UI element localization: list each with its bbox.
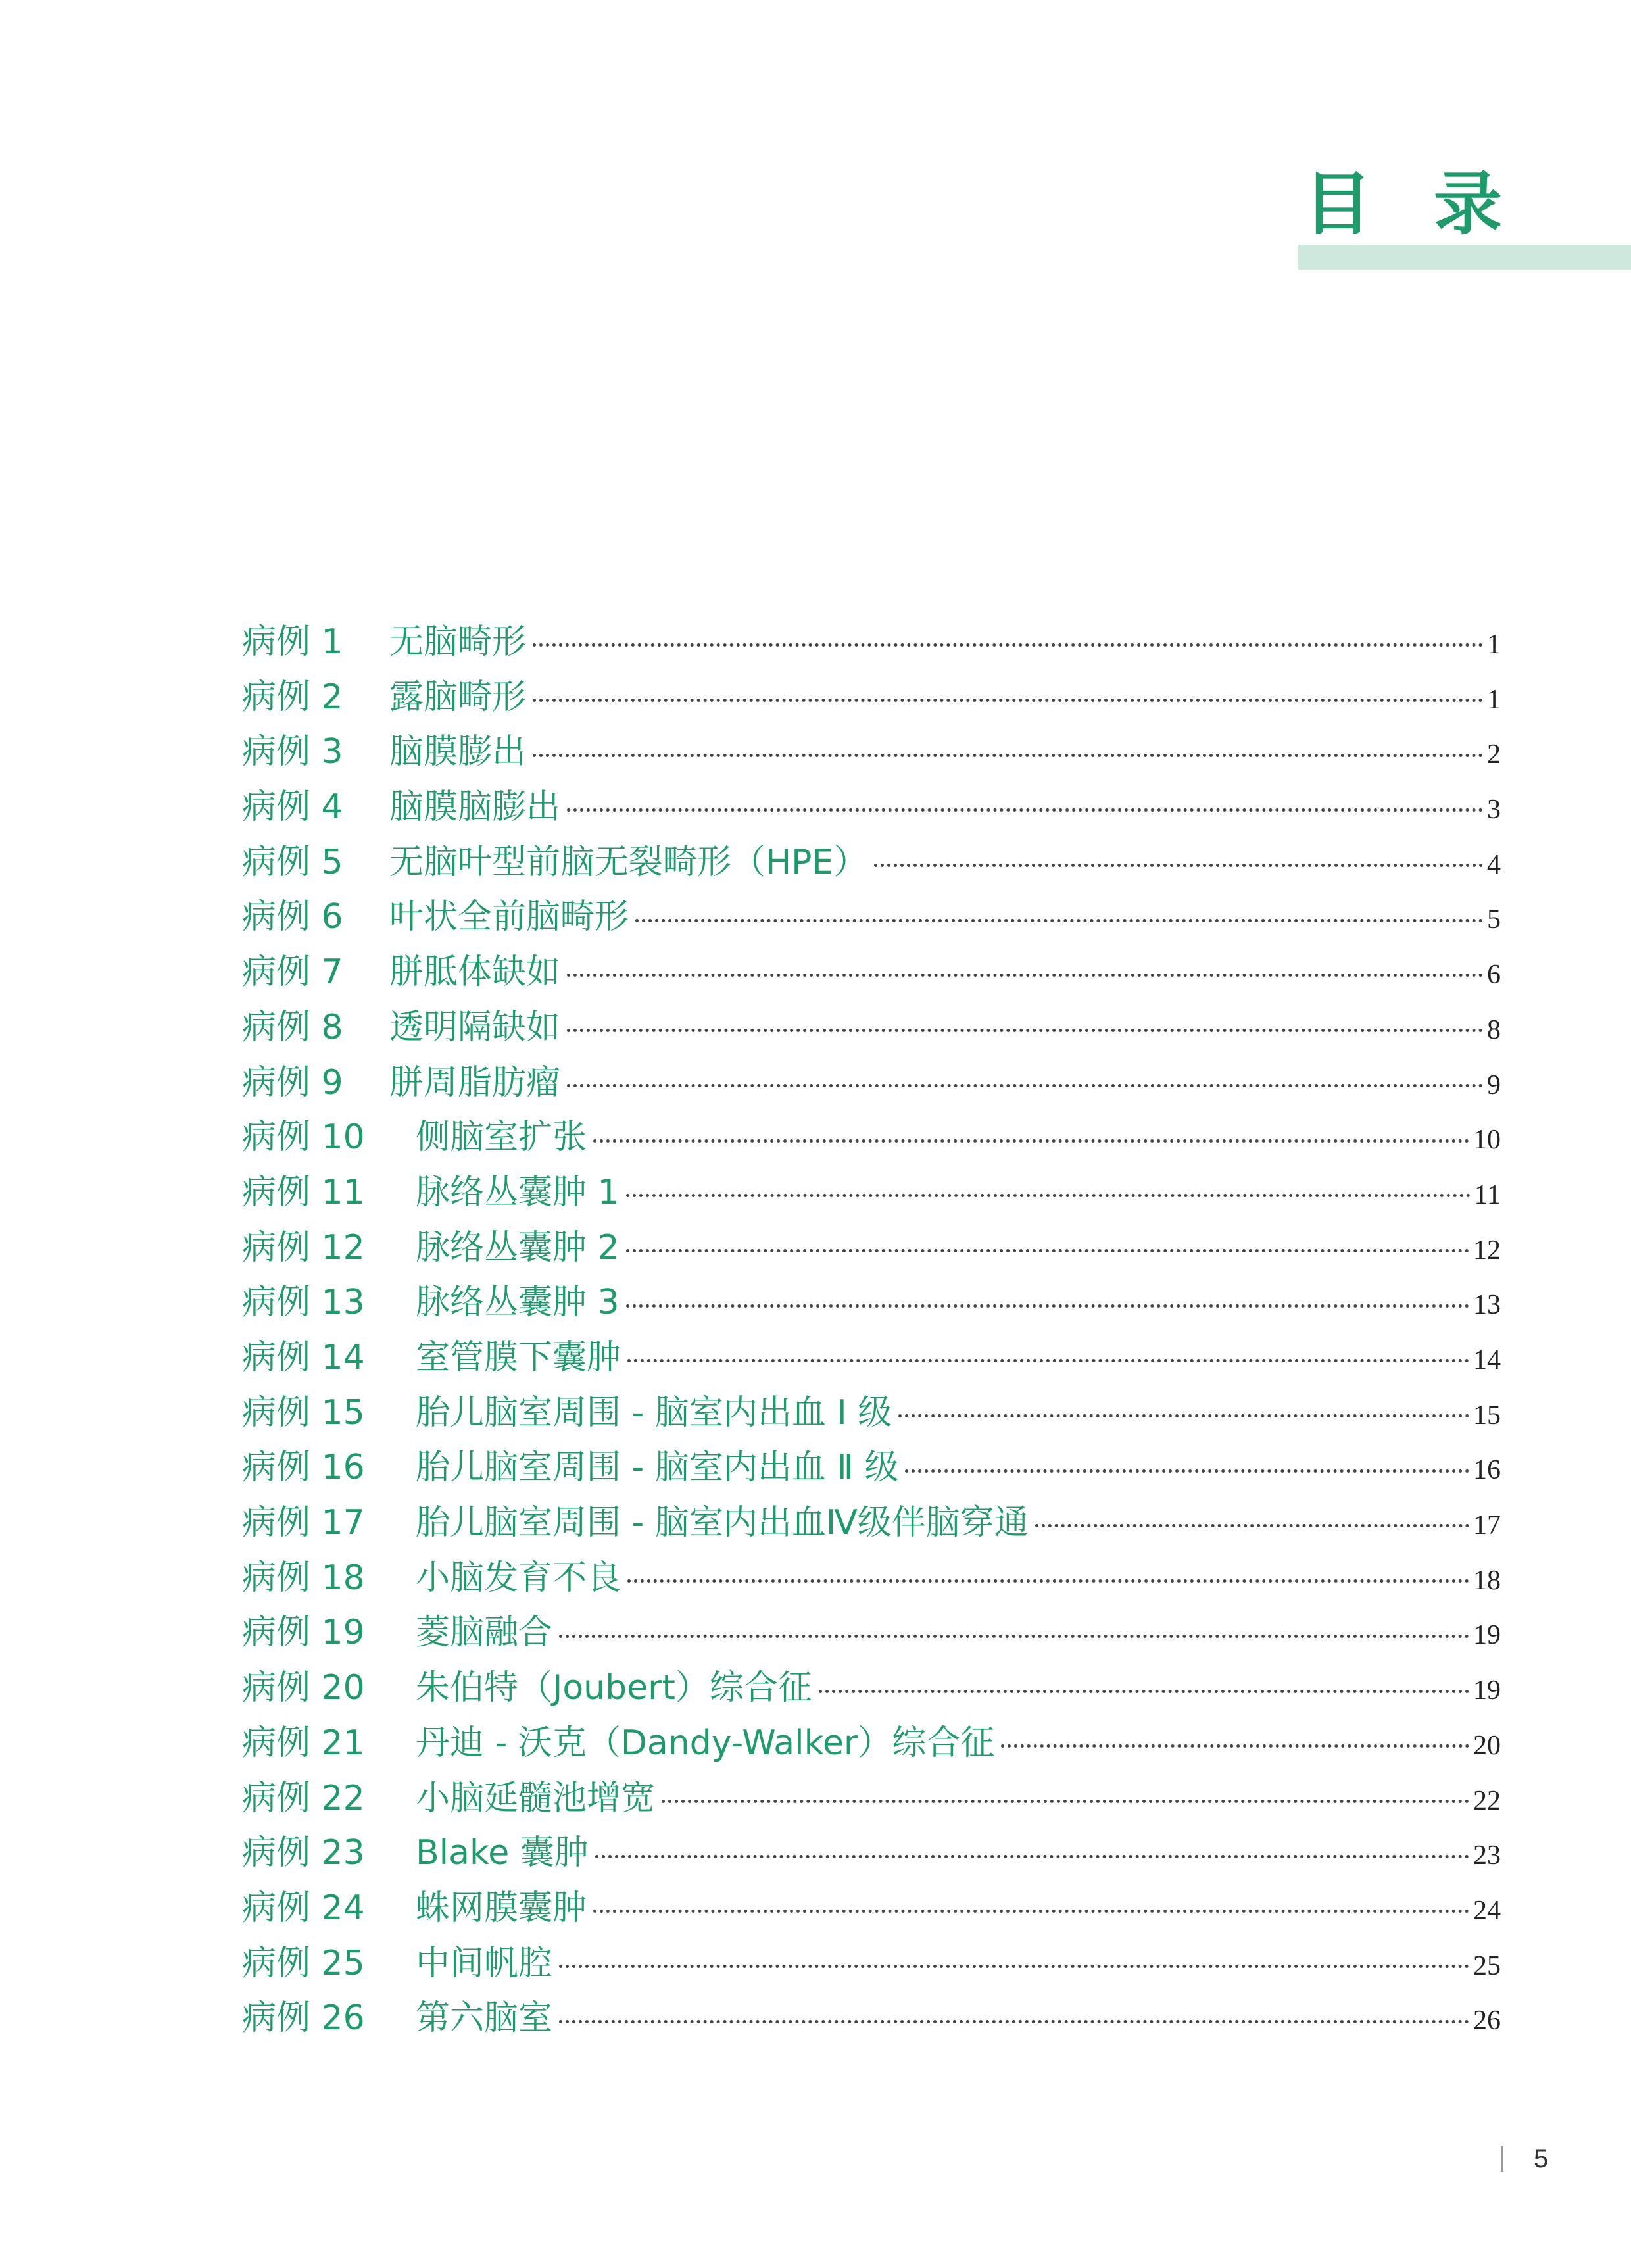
toc-entry[interactable] [242, 1110, 1501, 1166]
toc-page-number: 16 [1473, 1455, 1501, 1486]
toc-title: 脉络丛囊肿 3 [416, 1283, 620, 1323]
toc-dot-leader [626, 1304, 1469, 1308]
toc-title: 胎儿脑室周围 - 脑室内出血 Ⅰ 级 [416, 1393, 892, 1433]
toc-dot-leader [898, 1414, 1469, 1418]
toc-case-label: 病例 5 [242, 842, 343, 882]
toc-entry[interactable] [242, 1881, 1501, 1936]
toc-dot-leader [819, 1690, 1469, 1693]
toc-dot-leader [1035, 1524, 1469, 1527]
toc-entry[interactable] [242, 835, 1501, 891]
toc-entry[interactable] [242, 1936, 1501, 1992]
toc-dot-leader [533, 699, 1483, 702]
toc-page-number: 4 [1487, 849, 1501, 880]
toc-title: 侧脑室扩张 [416, 1118, 587, 1158]
toc-dot-leader [593, 1910, 1469, 1913]
toc-case-label: 病例 23 [242, 1833, 365, 1873]
toc-page-number: 22 [1473, 1785, 1501, 1816]
toc-title: 胎儿脑室周围 - 脑室内出血Ⅳ级伴脑穿通 [416, 1503, 1029, 1543]
toc-dot-leader [567, 1084, 1483, 1087]
toc-dot-leader [567, 974, 1483, 977]
toc-page-number: 9 [1487, 1070, 1501, 1100]
toc-case-label: 病例 2 [242, 677, 343, 717]
toc-dot-leader [635, 919, 1483, 922]
toc-page-number: 10 [1473, 1125, 1501, 1156]
toc-case-label: 病例 16 [242, 1448, 365, 1488]
heading-underline-bar [1298, 245, 1631, 270]
toc-case-label: 病例 4 [242, 787, 343, 827]
toc-dot-leader [662, 1800, 1469, 1803]
toc-title: 蛛网膜囊肿 [416, 1888, 587, 1928]
toc-dot-leader [559, 1965, 1469, 1968]
toc-entry[interactable] [242, 1661, 1501, 1716]
toc-dot-leader [533, 643, 1483, 647]
toc-title: 室管膜下囊肿 [416, 1338, 621, 1378]
toc-dot-leader [567, 1029, 1483, 1032]
toc-dot-leader [567, 808, 1483, 812]
toc-page-number: 23 [1473, 1840, 1501, 1871]
toc-page-number: 20 [1473, 1730, 1501, 1761]
toc-dot-leader [1001, 1744, 1469, 1748]
table-of-contents [242, 615, 1501, 1110]
toc-case-label: 病例 13 [242, 1283, 365, 1323]
toc-entry[interactable] [242, 1056, 1501, 1111]
toc-title: 脉络丛囊肿 2 [416, 1227, 620, 1268]
toc-page-number: 18 [1473, 1565, 1501, 1596]
toc-case-label: 病例 8 [242, 1007, 343, 1047]
toc-title: Blake 囊肿 [416, 1833, 589, 1873]
toc-title: 叶状全前脑畸形 [389, 897, 629, 937]
toc-case-label: 病例 11 [242, 1172, 365, 1212]
toc-entry[interactable] [242, 1606, 1501, 1661]
toc-page-number: 1 [1487, 684, 1501, 715]
toc-title: 丹迪 - 沃克（Dandy-Walker）综合征 [416, 1723, 995, 1763]
toc-case-label: 病例 25 [242, 1943, 365, 1983]
toc-case-label: 病例 22 [242, 1778, 365, 1818]
toc-title: 第六脑室 [416, 1998, 553, 2038]
toc-entry[interactable] [242, 1166, 1501, 1221]
toc-page-number: 25 [1473, 1950, 1501, 1981]
toc-case-label: 病例 3 [242, 732, 343, 772]
toc-title: 露脑畸形 [389, 677, 527, 717]
toc-entry[interactable] [242, 725, 1501, 780]
toc-page-number: 12 [1473, 1235, 1501, 1266]
toc-entry[interactable] [242, 1991, 1501, 2046]
toc-page-number: 19 [1473, 1675, 1501, 1706]
toc-case-label: 病例 12 [242, 1227, 365, 1268]
heading-char-2: 录 [1434, 163, 1503, 244]
toc-page-number: 3 [1487, 795, 1501, 826]
toc-title: 胎儿脑室周围 - 脑室内出血 Ⅱ 级 [416, 1448, 899, 1488]
heading-char-1: 目 [1303, 163, 1373, 244]
toc-entry[interactable] [242, 615, 1501, 670]
toc-case-label: 病例 10 [242, 1118, 365, 1158]
toc-page-number: 2 [1487, 739, 1501, 770]
toc-case-label: 病例 14 [242, 1338, 365, 1378]
toc-entry[interactable] [242, 1386, 1501, 1441]
toc-page-number: 13 [1473, 1290, 1501, 1321]
toc-title: 小脑延髓池增宽 [416, 1778, 656, 1818]
toc-dot-leader [626, 1194, 1471, 1197]
toc-title: 无脑叶型前脑无裂畸形（HPE） [389, 842, 868, 882]
toc-entry[interactable] [242, 1331, 1501, 1386]
toc-title: 小脑发育不良 [416, 1558, 621, 1598]
toc-page-number: 15 [1473, 1400, 1501, 1431]
toc-page-number: 17 [1473, 1510, 1501, 1541]
toc-case-label: 病例 26 [242, 1998, 365, 2038]
toc-dot-leader [627, 1359, 1469, 1362]
toc-page-number: 19 [1473, 1620, 1501, 1651]
toc-case-label: 病例 9 [242, 1062, 343, 1102]
toc-title: 脑膜膨出 [389, 732, 527, 772]
toc-page-number: 8 [1487, 1014, 1501, 1045]
toc-page-number: 24 [1473, 1895, 1501, 1926]
toc-title: 无脑畸形 [389, 622, 527, 662]
toc-case-label: 病例 18 [242, 1558, 365, 1598]
toc-title: 中间帆腔 [416, 1943, 553, 1983]
toc-entry[interactable] [242, 780, 1501, 835]
toc-title: 胼胝体缺如 [389, 952, 561, 993]
toc-dot-leader [593, 1139, 1469, 1143]
toc-dot-leader [874, 864, 1483, 867]
toc-dot-leader [905, 1469, 1469, 1473]
toc-title: 朱伯特（Joubert）综合征 [416, 1668, 812, 1708]
toc-case-label: 病例 17 [242, 1503, 365, 1543]
toc-page-number: 5 [1487, 904, 1501, 935]
toc-entry[interactable] [242, 1551, 1501, 1606]
toc-title: 透明隔缺如 [389, 1007, 561, 1047]
toc-page-number: 6 [1487, 960, 1501, 991]
toc-page-number: 14 [1473, 1345, 1501, 1376]
toc-title: 脑膜脑膨出 [389, 787, 561, 827]
toc-entry[interactable] [242, 670, 1501, 726]
toc-page-number: 1 [1487, 629, 1501, 660]
toc-dot-leader [595, 1855, 1469, 1858]
table-of-contents-continued [242, 1110, 1501, 2046]
toc-title: 菱脑融合 [416, 1613, 553, 1653]
toc-dot-leader [559, 1635, 1469, 1638]
toc-case-label: 病例 7 [242, 952, 343, 993]
footer-page-number: 5 [1534, 2144, 1549, 2173]
toc-dot-leader [559, 2020, 1469, 2023]
toc-dot-leader [533, 754, 1483, 757]
toc-dot-leader [626, 1249, 1469, 1252]
toc-title: 脉络丛囊肿 1 [416, 1172, 620, 1212]
toc-page-number: 26 [1473, 2006, 1501, 2036]
toc-entry[interactable] [242, 1826, 1501, 1881]
toc-entry[interactable] [242, 1771, 1501, 1827]
toc-title: 胼周脂肪瘤 [389, 1062, 561, 1102]
toc-entry[interactable] [242, 1000, 1501, 1056]
toc-entry[interactable] [242, 945, 1501, 1000]
toc-case-label: 病例 19 [242, 1613, 365, 1653]
toc-entry[interactable] [242, 1496, 1501, 1551]
toc-entry[interactable] [242, 1275, 1501, 1331]
toc-case-label: 病例 15 [242, 1393, 365, 1433]
toc-entry[interactable] [242, 890, 1501, 945]
toc-page-number: 11 [1474, 1179, 1501, 1210]
toc-case-label: 病例 20 [242, 1668, 365, 1708]
toc-case-label: 病例 24 [242, 1888, 365, 1928]
toc-heading [1297, 158, 1507, 250]
toc-entry[interactable] [242, 1441, 1501, 1496]
toc-dot-leader [627, 1579, 1469, 1583]
toc-entry[interactable] [242, 1716, 1501, 1771]
toc-case-label: 病例 21 [242, 1723, 365, 1763]
footer-separator [1501, 2146, 1503, 2172]
toc-case-label: 病例 6 [242, 897, 343, 937]
toc-case-label: 病例 1 [242, 622, 343, 662]
toc-entry[interactable] [242, 1221, 1501, 1276]
